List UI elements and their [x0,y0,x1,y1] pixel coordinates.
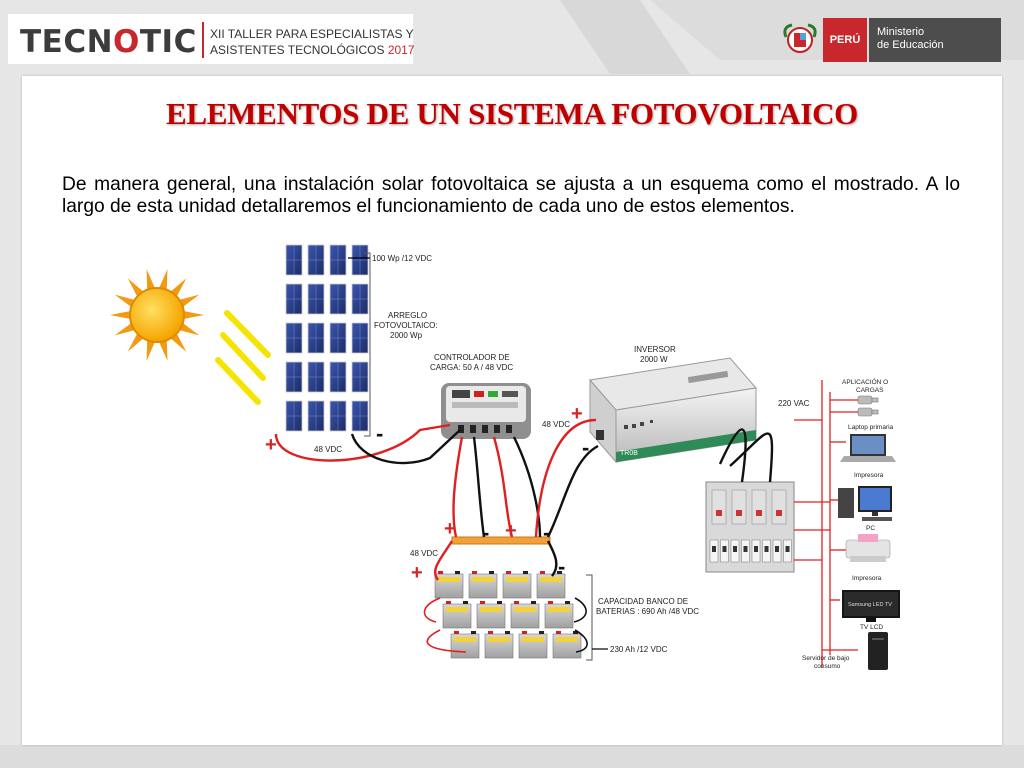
charge-controller [441,383,531,439]
solar-panel [352,284,368,314]
solar-panel [352,323,368,353]
solar-panel [352,362,368,392]
battery [553,631,581,658]
pc-icon [838,486,892,521]
loads-header-1: APLICACIÓN O [842,379,889,386]
plus-sign: + [571,403,583,425]
slide-paragraph: De manera general, una instalación solar fotovoltaica se ajusta a un esquema como el mostrado. A lo largo de esta unidad detallaremos el funcionamiento de cada uno de estos elementos. [62,174,960,217]
array-label-1: ARREGLO [388,311,428,320]
event-line-1: XII TALLER PARA ESPECIALISTAS Y [210,27,414,41]
ministry-badge [869,18,1001,62]
inverter [590,358,756,462]
sun-icon [110,269,204,361]
inverter-label-1: INVERSOR [634,345,676,354]
server-icon [868,632,888,670]
solar-panel [308,401,324,431]
battery-unit-label: 230 Ah /12 VDC [610,645,668,654]
solar-panel [330,245,346,275]
solar-array [286,245,368,431]
solar-panel [286,323,302,353]
minus-sign: - [376,421,384,446]
event-year: 2017 [387,43,415,57]
battery [443,601,471,628]
battery [485,631,513,658]
vdc-battery-label: 48 VDC [410,549,439,558]
printer-icon [846,534,890,562]
solar-panel [330,323,346,353]
load-tv-label: TV LCD [860,624,884,631]
load-printer1-label: Impresora [854,472,884,479]
tecnotic-logo: TECNOTIC [20,24,197,60]
battery [519,631,547,658]
inverter-label-2: 2000 W [640,355,668,364]
slide-title: ELEMENTOS DE UN SISTEMA FOTOVOLTAICO [165,96,858,131]
plus-sign: + [444,518,456,540]
tv-brand: Samsung LED TV [848,602,892,608]
solar-panel [308,245,324,275]
load-server-label-2: consumo [814,663,841,670]
panel-label: 100 Wp /12 VDC [372,254,433,263]
event-name [210,26,415,58]
ministry-line-1: Ministerio [877,26,925,38]
minus-sign: - [558,554,566,579]
logo-divider [202,22,204,58]
plus-sign: + [411,562,423,584]
solar-panel [330,401,346,431]
ministry-line-2: de Educación [877,39,944,51]
battery [477,601,505,628]
solar-panel [308,323,324,353]
battery [545,601,573,628]
battery [451,631,479,658]
event-line-2: ASISTENTES TECNOLÓGICOS 2017 [210,43,415,57]
battery [435,571,463,598]
battery-bank [435,571,581,658]
laptop-icon [840,434,896,462]
plus-sign: + [265,434,277,456]
battery-bus-bar [452,537,550,544]
inverter-brand: TR0B [620,450,638,457]
solar-panel [330,284,346,314]
solar-panel [286,362,302,392]
solar-panel [352,401,368,431]
vdc-inverter-label: 48 VDC [542,420,571,429]
peru-badge: PERÚ [823,18,867,62]
battery [503,571,531,598]
solar-panel [308,362,324,392]
array-label-2: FOTOVOLTAICO: [374,321,438,330]
controller-label-1: CONTROLADOR DE [434,353,510,362]
peru-coat-of-arms-icon [780,17,820,63]
minus-sign: - [482,520,490,545]
load-server-label-1: Servidor de bajo [802,655,850,662]
solar-panel [286,245,302,275]
plug-icon [858,396,878,416]
plus-sign: + [505,520,517,542]
minus-sign: - [543,520,551,545]
battery [469,571,497,598]
solar-panel [286,284,302,314]
vdc-panel-label: 48 VDC [314,445,343,454]
loads-header-2: CARGAS [856,387,884,394]
pv-system-diagram [100,240,920,680]
vac-label: 220 VAC [778,399,810,408]
battery-bank-label-1: CAPACIDAD BANCO DE [598,597,689,606]
solar-panel [352,245,368,275]
slide-header [0,0,1024,74]
sunlight-beams [218,313,268,402]
array-label-3: 2000 Wp [390,331,423,340]
battery-bank-label-2: BATERIAS : 690 Ah /48 VDC [596,607,700,616]
solar-panel [286,401,302,431]
solar-panel [330,362,346,392]
controller-label-2: CARGA: 50 A / 48 VDC [430,363,514,372]
minus-sign: - [582,435,590,460]
distribution-panel [706,482,794,572]
solar-panel [308,284,324,314]
battery [511,601,539,628]
load-printer2-label: Impresora [852,575,882,582]
load-laptop-label: Laptop primaria [848,424,894,431]
load-pc-label: PC [866,525,876,532]
